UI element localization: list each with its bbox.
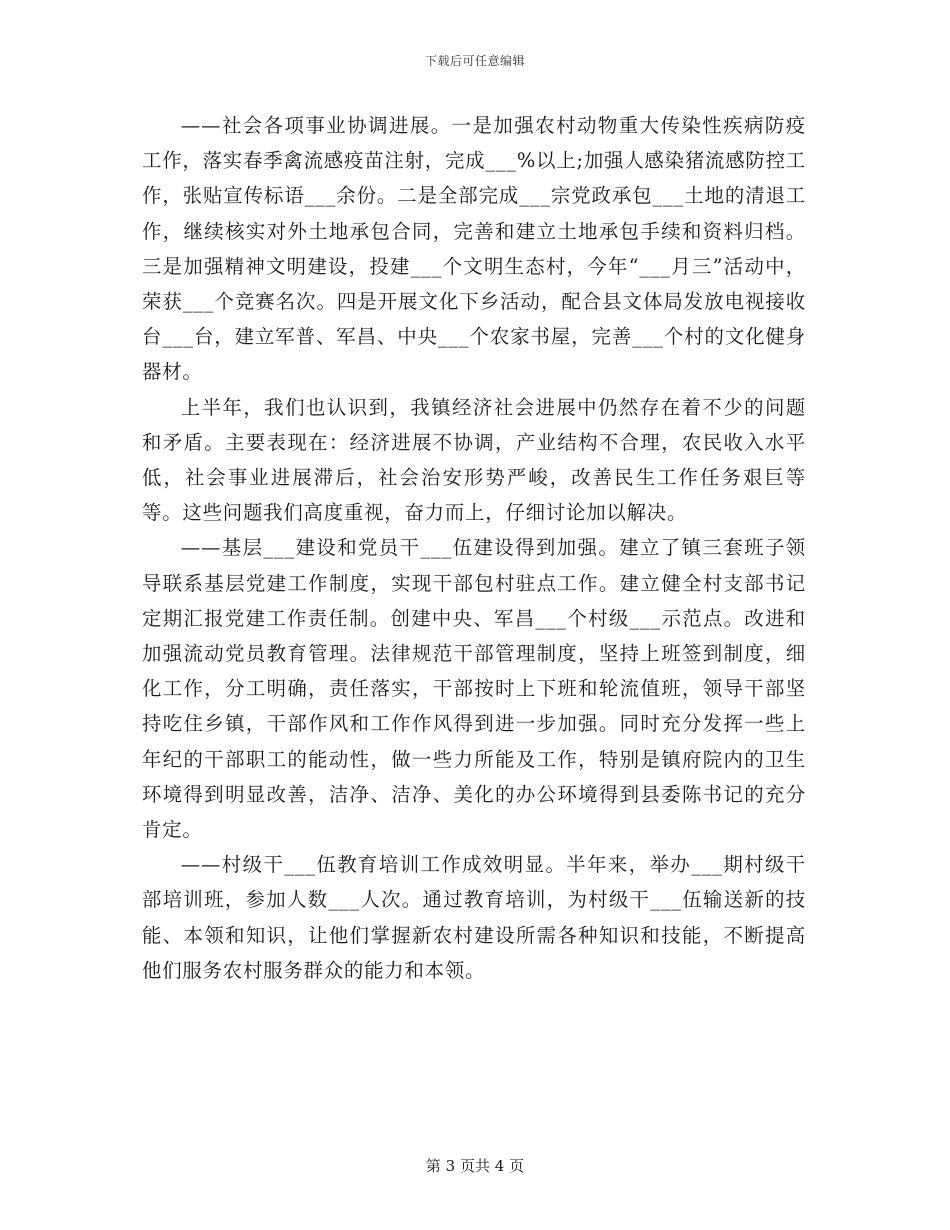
document-body [142, 108, 806, 988]
page-footer: 第 3 页共 4 页 [425, 1157, 525, 1175]
paragraph-social-affairs: ——社会各项事业协调进展。一是加强农村动物重大传染性疾病防疫工作，落实春季禽流感疫苗注射，完成___%以上;加强人感染猪流感防控工作，张贴宣传标语___余份。二是全部完成___宗党政承包___土地的清退工作，继续核实对外土地承包合同，完善和建立土地承包手续和资料归档。三是加强精神文明建设，投建___个文明生态村，今年“___月三”活动中，荣获___个竞赛名次。四是开展文化下乡活动，配合县文体局发放电视接收台___台，建立军普、军昌、中央___个农家书屋，完善___个村的文化健身器材。 [142, 114, 806, 384]
page-header: 下载后可任意编辑 [424, 54, 525, 68]
paragraph-problems: 上半年，我们也认识到，我镇经济社会进展中仍然存在着不少的问题和矛盾。主要表现在：经济进展不协调，产业结构不合理，农民收入水平低，社会事业进展滞后，社会治安形势严峻，改善民生工作任务艰巨等等。这些问题我们高度重视，奋力而上，仔细讨论加以解决。 [142, 395, 806, 525]
paragraph-village-training: ——村级干___伍教育培训工作成效明显。半年来，举办___期村级干部培训班，参加人数___人次。通过教育培训，为村级干___伍输送新的技能、本领和知识，让他们掌握新农村建设所需各种知识和技能，不断提高他们服务农村服务群众的能力和本领。 [142, 853, 806, 982]
paragraph-party-building: ——基层___建设和党员干___伍建设得到加强。建立了镇三套班子领导联系基层党建工作制度，实现干部包村驻点工作。建立健全村支部书记定期汇报党建工作责任制。创建中央、军昌___个村级___示范点。改进和加强流动党员教育管理。法律规范干部管理制度，坚持上班签到制度，细化工作，分工明确，责任落实，干部按时上下班和轮流值班，领导干部坚持吃住乡镇，干部作风和工作作风得到进一步加强。同时充分发挥一些上年纪的干部职工的能动性，做一些力所能及工作，特别是镇府院内的卫生环境得到明显改善，洁净、洁净、美化的办公环境得到县委陈书记的充分肯定。 [142, 536, 806, 842]
